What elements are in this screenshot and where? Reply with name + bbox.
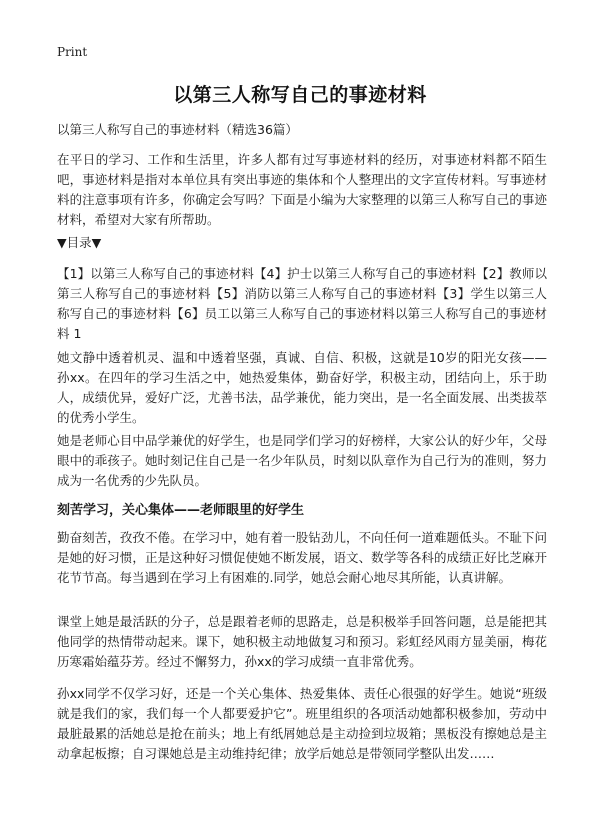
print-link[interactable]: Print	[57, 45, 88, 59]
page-title: 以第三人称写自己的事迹材料	[173, 84, 427, 106]
section-heading: 刻苦学习，关心集体——老师眼里的好学生	[57, 503, 305, 518]
body-paragraph-4: 课堂上她是最活跃的分子，总是跟着老师的思路走，总是积极举手回答问题，总是能把其他同学的热情带动起来。课下，她积极主动地做复习和预习。彩虹经风雨方显美丽，梅花历寒霜始蕴芬芳。经过不懈努力，孙xx的学习成绩一直非常优秀。	[57, 614, 547, 669]
toc-label: ▼目录▼	[57, 235, 102, 250]
toc-list: 【1】以第三人称写自己的事迹材料【4】护士以第三人称写自己的事迹材料【2】教师以第三人称写自己的事迹材料【5】消防以第三人称写自己的事迹材料【3】学生以第三人称写自己的事迹材料【6】员工以第三人称写自己的事迹材料以第三人称写自己的事迹材料 1	[57, 266, 547, 341]
body-paragraph-1: 她文静中透着机灵、温和中透着坚强，真诚、自信、积极，这就是10岁的阳光女孩——孙xx。在四年的学习生活之中，她热爱集体，勤奋好学，积极主动，团结向上，乐于助人，成绩优异，爱好广泛，尤善书法，品学兼优，能力突出，是一名全面发展、出类拔萃的优秀小学生。	[57, 350, 547, 425]
body-paragraph-5: 孙xx同学不仅学习好，还是一个关心集体、热爱集体、责任心很强的好学生。她说“班级就是我们的家，我们每一个人都要爱护它”。班里组织的各项活动她都积极参加，劳动中最脏最累的活她总是抢在前头；地上有纸屑她总是主动捡到垃圾箱；黑板没有擦她总是主动拿起板擦；自习课她总是主动维持纪律；放学后她总是带领同学整队出发……	[57, 686, 547, 761]
body-paragraph-3: 勤奋刻苦，孜孜不倦。在学习中，她有着一股钻劲儿，不向任何一道难题低头。不耻下问是她的好习惯，正是这种好习惯促使她不断发展，语文、数学等各科的成绩正好比芝麻开花节节高。每当遇到在学习上有困难的.同学，她总会耐心地尽其所能，认真讲解。	[57, 530, 547, 585]
intro-paragraph: 在平日的学习、工作和生活里，许多人都有过写事迹材料的经历，对事迹材料都不陌生吧，事迹材料是指对本单位具有突出事迹的集体和个人整理出的文字宣传材料。写事迹材料的注意事项有许多，你确定会写吗？下面是小编为大家整理的以第三人称写自己的事迹材料，希望对大家有所帮助。	[57, 152, 547, 227]
document-subtitle: 以第三人称写自己的事迹材料（精选36篇）	[57, 122, 298, 137]
body-paragraph-2: 她是老师心目中品学兼优的好学生，也是同学们学习的好榜样，大家公认的好少年，父母眼中的乖孩子。她时刻记住自己是一名少年队员，时刻以队章作为自己行为的准则，努力成为一名优秀的少先队员。	[57, 433, 547, 488]
